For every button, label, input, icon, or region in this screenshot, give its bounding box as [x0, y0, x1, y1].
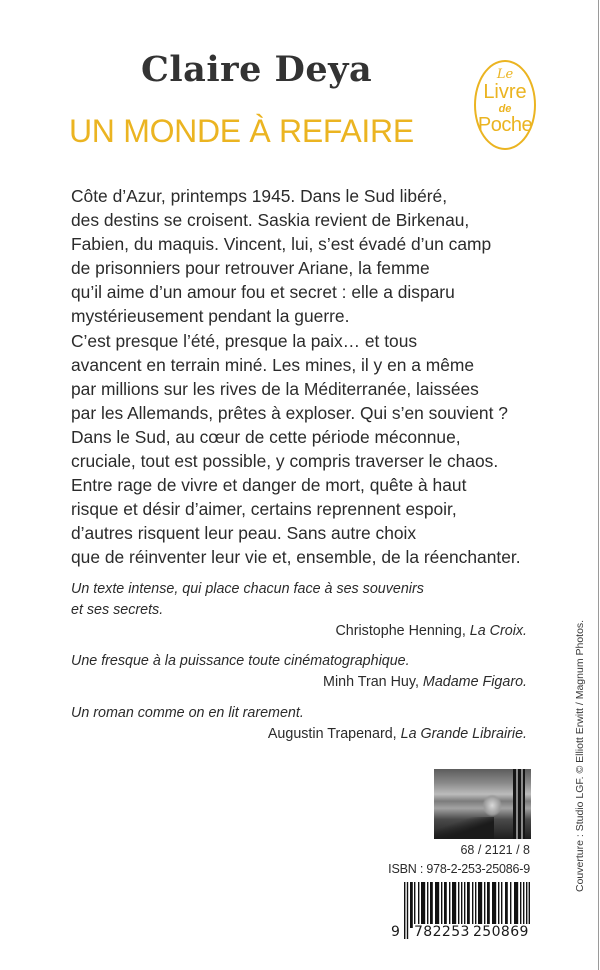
le-livre-de-poche-logo	[474, 60, 536, 150]
blurb-line: risque et désir d’aimer, certains reprennent espoir,	[71, 499, 457, 520]
blurb-line: des destins se croisent. Saskia revient de Birkenau,	[71, 210, 470, 231]
review-attribution	[71, 672, 527, 693]
barcode-right-digits: 250869	[473, 924, 529, 940]
review-attribution	[71, 621, 527, 642]
blurb-line: Fabien, du maquis. Vincent, lui, s’est évadé d’un camp	[71, 234, 492, 255]
book-title: UN MONDE À REFAIRE	[69, 113, 414, 149]
publication-name: La Croix.	[469, 623, 527, 639]
blurb-line: C’est presque l’été, presque la paix… et tous	[71, 330, 418, 351]
review-quote: Une fresque à la puissance toute cinématographique.	[71, 653, 410, 669]
barcode-first-digit: 9	[391, 924, 400, 940]
publication-name: La Grande Librairie.	[400, 726, 527, 742]
review-quote: et ses secrets.	[71, 602, 164, 618]
review-attribution	[71, 724, 527, 745]
blurb-line: Côte d’Azur, printemps 1945. Dans le Sud libéré,	[71, 186, 448, 206]
logo-text-le: Le	[496, 67, 514, 82]
blurb-line: Entre rage de vivre et danger de mort, quête à haut	[71, 475, 467, 496]
blurb-line: qu’il aime d’un amour fou et secret : elle a disparu	[71, 282, 455, 303]
review-la-grande-librairie	[71, 703, 527, 745]
photo-window-frame	[513, 769, 525, 839]
review-quote: Un roman comme on en lit rarement.	[71, 705, 304, 721]
barcode-left-digits: 782253	[414, 924, 470, 940]
blurb-line: par millions sur les rives de la Méditerranée, laissées	[71, 378, 479, 399]
critic-name: Minh Tran Huy,	[323, 674, 423, 690]
cover-photo-thumbnail	[434, 769, 531, 839]
blurb-line: d’autres risquent leur peau. Sans autre choix	[71, 523, 417, 544]
critic-name: Augustin Trapenard,	[267, 726, 401, 742]
review-madame-figaro	[71, 651, 527, 693]
review-quote: Un texte intense, qui place chacun face à ses souvenirs	[71, 581, 424, 597]
isbn: ISBN : 978-2-253-25086-9	[388, 862, 530, 876]
logo-text-de: de	[498, 103, 512, 115]
author-name: Claire Deya	[141, 49, 373, 90]
cover-credits: Couverture : Studio LGF. © Elliott Erwitt / Magnum Photos.	[574, 619, 586, 892]
logo-text-poche: Poche	[477, 114, 533, 136]
catalog-code: 68 / 2121 / 8	[460, 843, 530, 857]
press-reviews	[71, 579, 527, 755]
blurb-line: par les Allemands, prêtes à exploser. Qui s’en souvient ?	[71, 402, 508, 423]
logo-text-livre: Livre	[483, 81, 527, 103]
blurb-line: avancent en terrain miné. Les mines, il y en a même	[71, 354, 475, 375]
blurb-line: mystérieusement pendant la guerre.	[71, 306, 350, 327]
page-edge-rule	[598, 0, 599, 970]
blurb-line: cruciale, tout est possible, y compris traverser le chaos.	[71, 451, 499, 472]
blurb-line: que de réinventer leur vie et, ensemble, de la réenchanter.	[71, 547, 521, 568]
back-cover-blurb	[71, 184, 541, 570]
review-la-croix	[71, 579, 527, 642]
critic-name: Christophe Henning,	[335, 623, 470, 639]
blurb-line: Dans le Sud, au cœur de cette période méconnue,	[71, 426, 461, 447]
photo-shore	[434, 817, 494, 839]
blurb-line: de prisonniers pour retrouver Ariane, la femme	[71, 258, 430, 279]
publication-name: Madame Figaro.	[422, 674, 527, 690]
